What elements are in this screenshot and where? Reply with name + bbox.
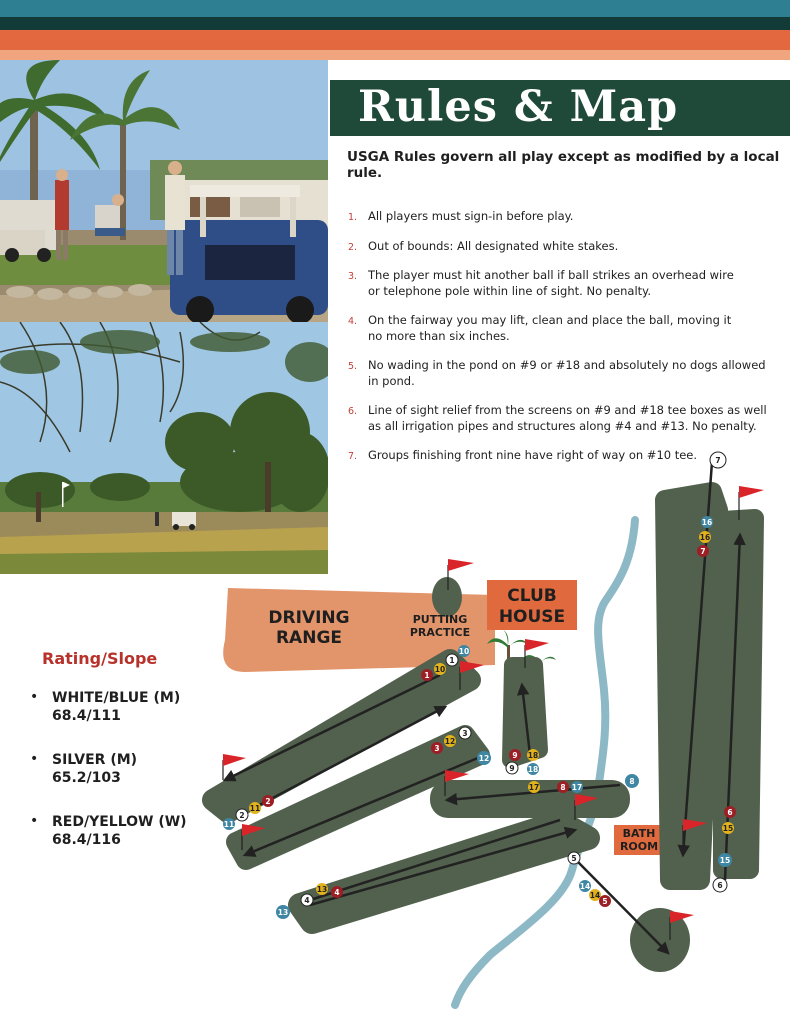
- bullet-icon: •: [30, 689, 39, 705]
- rule-number: 7.: [348, 451, 358, 462]
- tee-marker-7: [697, 545, 709, 557]
- driving-range-label-2: RANGE: [275, 628, 343, 648]
- driving-range-label-1: DRIVING: [268, 608, 350, 628]
- svg-text:15: 15: [719, 856, 731, 865]
- tee-marker-12: [444, 735, 456, 747]
- svg-text:11: 11: [223, 820, 235, 829]
- bath-room-label-2: ROOM: [619, 840, 659, 853]
- tee-marker-10: [458, 645, 470, 657]
- svg-text:1: 1: [449, 656, 455, 665]
- svg-text:9: 9: [509, 764, 515, 773]
- tee-marker-6: [724, 806, 736, 818]
- tee-marker-9: [506, 762, 518, 774]
- page-subtitle: USGA Rules govern all play except as modified by a local rule.: [347, 149, 780, 181]
- tee-marker-13: [276, 905, 290, 919]
- svg-text:3: 3: [462, 729, 468, 738]
- tee-marker-9: [509, 749, 521, 761]
- svg-text:18: 18: [527, 751, 539, 760]
- bullet-icon: •: [30, 751, 39, 767]
- rule-text: Groups finishing front nine have right of way on #10 tee.: [368, 448, 698, 462]
- svg-text:5: 5: [571, 854, 577, 863]
- bath-room-label-1: BATH: [622, 827, 656, 840]
- svg-text:10: 10: [458, 647, 470, 656]
- rating-label: SILVER (M): [52, 752, 138, 768]
- tee-marker-2: [262, 795, 274, 807]
- tee-marker-4: [301, 894, 313, 906]
- rule-number: 2.: [348, 241, 358, 253]
- svg-text:14: 14: [579, 882, 591, 891]
- tee-marker-16: [699, 531, 711, 543]
- svg-text:15: 15: [722, 824, 734, 833]
- svg-text:9: 9: [512, 751, 518, 760]
- club-house-label-1: CLUB: [507, 586, 557, 606]
- svg-text:6: 6: [727, 808, 733, 817]
- tee-marker-18: [527, 763, 539, 775]
- rating-label: RED/YELLOW (W): [52, 814, 187, 830]
- tee-marker-4: [331, 886, 343, 898]
- rating-slope-title: Rating/Slope: [42, 649, 158, 668]
- tee-marker-11: [223, 818, 235, 830]
- tee-marker-17: [571, 781, 583, 793]
- tee-marker-1: [446, 654, 458, 666]
- svg-text:13: 13: [316, 885, 328, 894]
- svg-text:12: 12: [478, 754, 490, 763]
- tee-marker-15: [718, 853, 732, 867]
- svg-text:3: 3: [434, 744, 440, 753]
- tee-marker-13: [316, 883, 328, 895]
- rule-text: Out of bounds: All designated white stakes.: [368, 238, 619, 253]
- rule-number: 6.: [348, 406, 358, 417]
- tee-marker-11: [249, 802, 261, 814]
- svg-text:2: 2: [239, 811, 245, 820]
- tee-marker-8: [557, 781, 569, 793]
- svg-text:18: 18: [527, 765, 539, 774]
- rule-number: 5.: [348, 361, 358, 372]
- svg-text:8: 8: [629, 777, 635, 786]
- tee-marker-5: [599, 895, 611, 907]
- rule-text: Line of sight relief from the screens on #9 and #18 tee boxes as well as all irrigation pipes and structures along #4 and #13. No penalty.: [368, 403, 767, 433]
- tee-marker-8: [625, 774, 639, 788]
- rule-text: No wading in the pond on #9 or #18 and absolutely no dogs allowed in pond.: [368, 358, 766, 388]
- svg-text:7: 7: [700, 547, 706, 556]
- putting-practice-label-2: PRACTICE: [409, 626, 471, 639]
- tee-marker-12: [477, 751, 491, 765]
- tee-marker-2: [236, 809, 248, 821]
- tee-marker-6: [713, 878, 727, 892]
- tee-marker-17: [528, 781, 540, 793]
- svg-text:6: 6: [717, 881, 723, 890]
- svg-text:16: 16: [701, 518, 713, 527]
- svg-text:14: 14: [589, 891, 601, 900]
- svg-text:4: 4: [334, 888, 340, 897]
- svg-text:4: 4: [304, 896, 310, 905]
- svg-text:10: 10: [434, 665, 446, 674]
- rule-number: 3.: [348, 271, 358, 282]
- tee-marker-1: [421, 669, 433, 681]
- putting-green: [432, 577, 462, 617]
- rating-value: 65.2/103: [52, 770, 121, 786]
- putting-practice-label-1: PUTTING: [412, 613, 468, 626]
- tee-marker-10: [434, 663, 446, 675]
- svg-text:11: 11: [249, 804, 261, 813]
- rating-value: 68.4/111: [52, 708, 121, 724]
- rule-text: On the fairway you may lift, clean and place the ball, moving it no more than six inches.: [368, 313, 732, 343]
- svg-text:13: 13: [277, 908, 289, 917]
- rating-value: 68.4/116: [52, 832, 121, 848]
- rule-number: 4.: [348, 316, 358, 327]
- svg-text:7: 7: [715, 456, 721, 465]
- page-title: Rules & Map: [358, 82, 679, 132]
- svg-text:17: 17: [571, 783, 583, 792]
- fairways: [213, 492, 755, 972]
- tee-marker-3: [459, 727, 471, 739]
- svg-text:5: 5: [602, 897, 608, 906]
- tee-marker-14: [589, 889, 601, 901]
- svg-text:17: 17: [528, 783, 540, 792]
- svg-text:2: 2: [265, 797, 271, 806]
- rule-text: All players must sign-in before play.: [368, 209, 574, 223]
- svg-text:1: 1: [424, 671, 430, 680]
- tee-marker-3: [431, 742, 443, 754]
- svg-text:16: 16: [699, 533, 711, 542]
- rule-text: The player must hit another ball if ball strikes an overhead wire or telephone pole within line of sight. No penalty.: [368, 268, 734, 298]
- svg-text:8: 8: [560, 783, 566, 792]
- svg-text:12: 12: [444, 737, 456, 746]
- rating-label: WHITE/BLUE (M): [52, 690, 181, 706]
- rule-number: 1.: [348, 212, 358, 223]
- bullet-icon: •: [30, 813, 39, 829]
- flag-icon: [448, 559, 474, 571]
- tee-marker-5: [568, 852, 580, 864]
- club-house-label-2: HOUSE: [498, 607, 566, 627]
- tee-marker-16: [701, 516, 713, 528]
- tee-marker-15: [722, 822, 734, 834]
- tee-marker-7: [710, 452, 726, 468]
- tee-marker-18: [527, 749, 539, 761]
